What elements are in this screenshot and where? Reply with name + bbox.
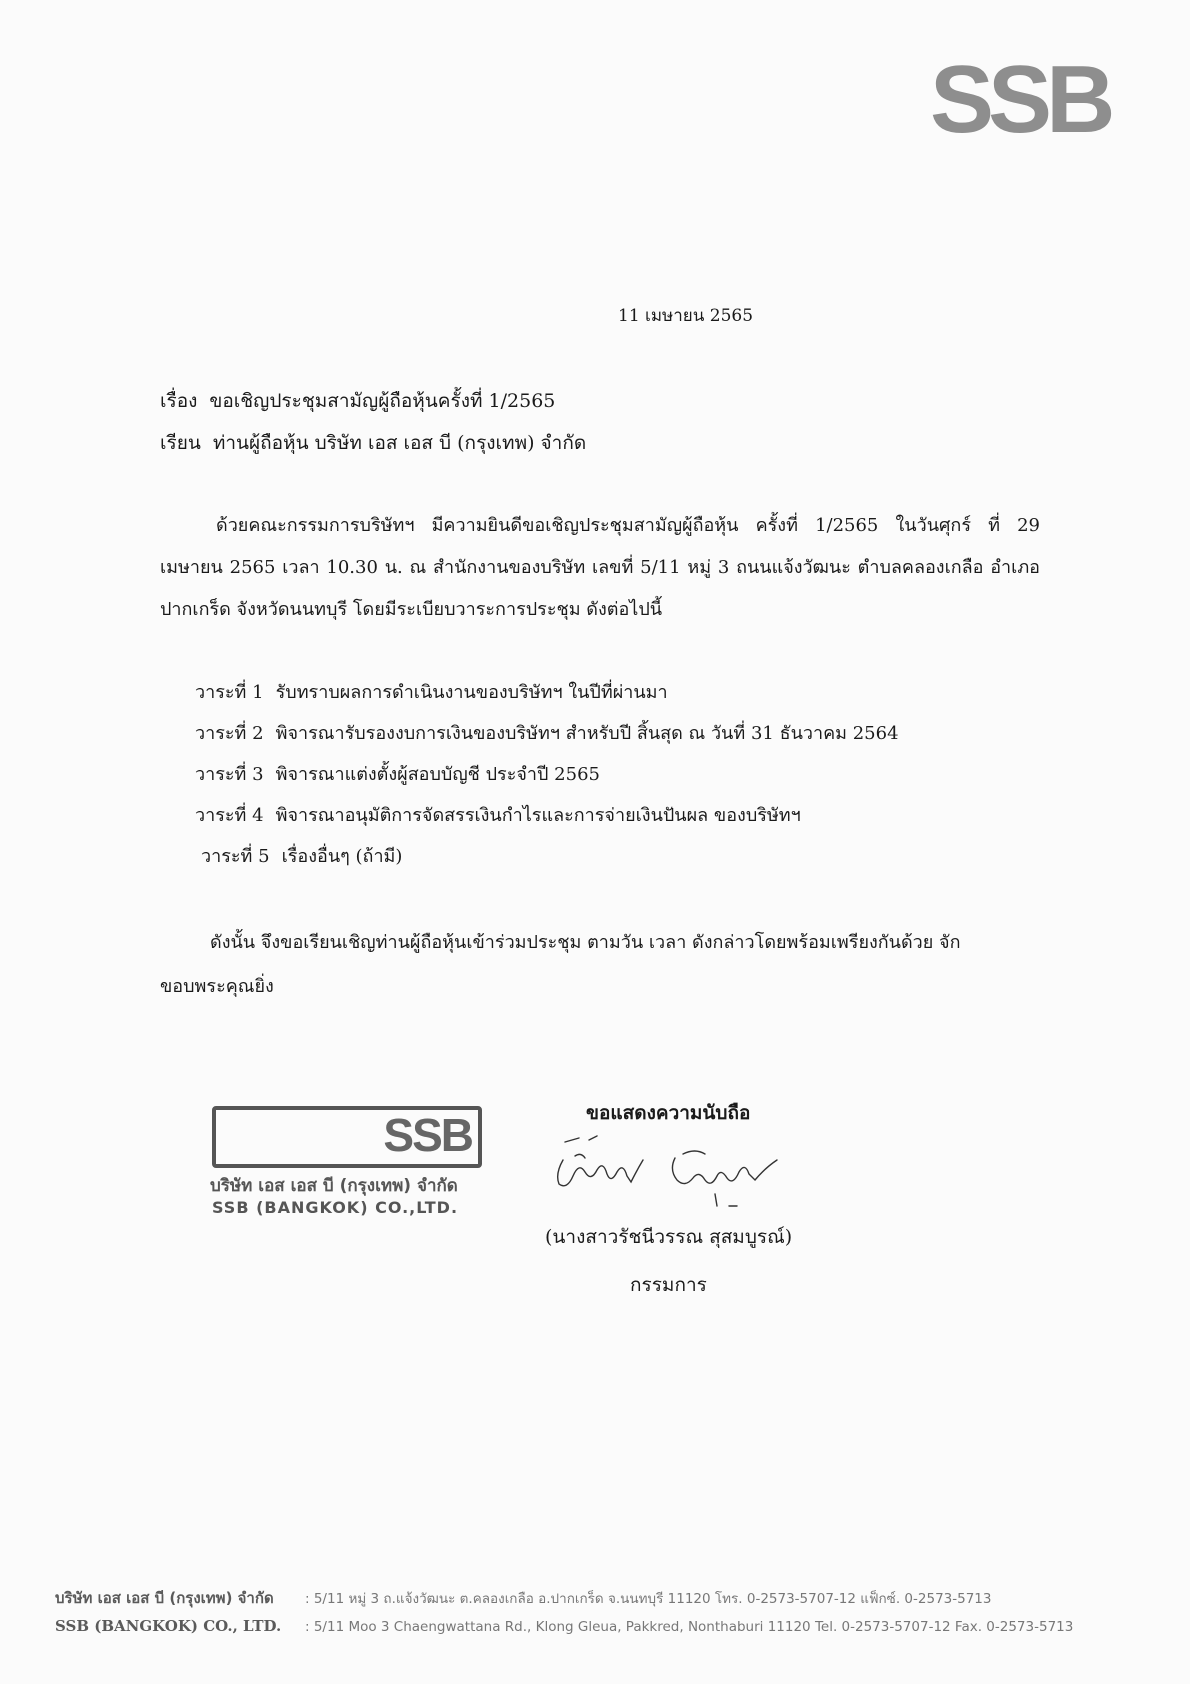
agenda-text: พิจารณาอนุมัติการจัดสรรเงินกำไรและการจ่ายเงินปันผล ของบริษัทฯ [275, 805, 801, 826]
subject-text: ขอเชิญประชุมสามัญผู้ถือหุ้นครั้งที่ 1/2565 [209, 390, 556, 412]
stamp-logo: SSB [383, 1109, 472, 1161]
footer-address-thai: : 5/11 หมู่ 3 ถ.แจ้งวัฒนะ ต.คลองเกลือ อ.ปากเกร็ด จ.นนทบุรี 11120 โทร. 0-2573-5707-12 แฟ็กซ์. 0-2573-5713 [305, 1591, 992, 1607]
agenda-text: รับทราบผลการดำเนินงานของบริษัทฯ ในปีที่ผ่านมา [275, 682, 668, 703]
agenda-item [195, 713, 899, 754]
footer-row-thai [55, 1584, 1155, 1612]
signature-image [545, 1130, 825, 1210]
stamp-thai-name: บริษัท เอส เอส บี (กรุงเทพ) จำกัด [210, 1176, 458, 1196]
recipient-label: เรียน [160, 432, 201, 454]
footer-address-english: : 5/11 Moo 3 Chaengwattana Rd., Klong Gleua, Pakkred, Nonthaburi 11120 Tel. 0-2573-5707-12 Fax. 0-2573-5713 [305, 1619, 1074, 1635]
footer-company-english: SSB (BANGKOK) CO., LTD. [55, 1617, 282, 1635]
closing-paragraph: ดังนั้น จึงขอเรียนเชิญท่านผู้ถือหุ้นเข้าร่วมประชุม ตามวัน เวลา ดังกล่าวโดยพร้อมเพรียงกันด้วย จักขอบพระคุณยิ่ง [160, 932, 961, 997]
stamp-frame [212, 1106, 482, 1168]
agenda-item [195, 795, 899, 836]
agenda-number: วาระที่ 1 [195, 682, 264, 703]
stamp-english-name: SSB (BANGKOK) CO.,LTD. [212, 1198, 459, 1217]
agenda-number: วาระที่ 3 [195, 764, 264, 785]
subject-line [160, 386, 555, 416]
recipient-text: ท่านผู้ถือหุ้น บริษัท เอส เอส บี (กรุงเทพ) จำกัด [212, 432, 587, 454]
agenda-number: วาระที่ 5 [201, 846, 270, 867]
recipient-line [160, 428, 586, 458]
agenda-text: เรื่องอื่นๆ (ถ้ามี) [281, 846, 403, 867]
agenda-number: วาระที่ 4 [195, 805, 264, 826]
agenda-text: พิจารณารับรองงบการเงินของบริษัทฯ สำหรับปี สิ้นสุด ณ วันที่ 31 ธันวาคม 2564 [275, 723, 899, 744]
signer-title: กรรมการ [630, 1274, 707, 1296]
agenda-number: วาระที่ 2 [195, 723, 264, 744]
agenda-text: พิจารณาแต่งตั้งผู้สอบบัญชี ประจำปี 2565 [275, 764, 600, 785]
agenda-item [195, 672, 899, 713]
company-logo: SSB [930, 46, 1110, 153]
agenda-item [195, 836, 899, 877]
agenda-item [195, 754, 899, 795]
letter-date: 11 เมษายน 2565 [618, 306, 754, 326]
agenda-list [195, 672, 899, 877]
regards-text: ขอแสดงความนับถือ [586, 1102, 751, 1124]
body-paragraph: ด้วยคณะกรรมการบริษัทฯ มีความยินดีขอเชิญประชุมสามัญผู้ถือหุ้น ครั้งที่ 1/2565 ในวันศุกร์ ที่ 29 เมษายน 2565 เวลา 10.30 น. ณ สำนักงานของบริษัท เลขที่ 5/11 หมู่ 3 ถนนแจ้งวัฒนะ ตำบลคลองเกลือ อำเภอปากเกร็ด จังหวัดนนทบุรี โดยมีระเบียบวาระการประชุม ดังต่อไปนี้ [160, 515, 1040, 620]
subject-label: เรื่อง [160, 390, 198, 412]
company-stamp [208, 1106, 494, 1254]
footer-row-english [55, 1612, 1155, 1640]
footer-company-thai: บริษัท เอส เอส บี (กรุงเทพ) จำกัด [55, 1589, 274, 1607]
letter-footer [55, 1584, 1155, 1640]
signer-name: (นางสาวรัชนีวรรณ สุสมบูรณ์) [545, 1226, 793, 1248]
